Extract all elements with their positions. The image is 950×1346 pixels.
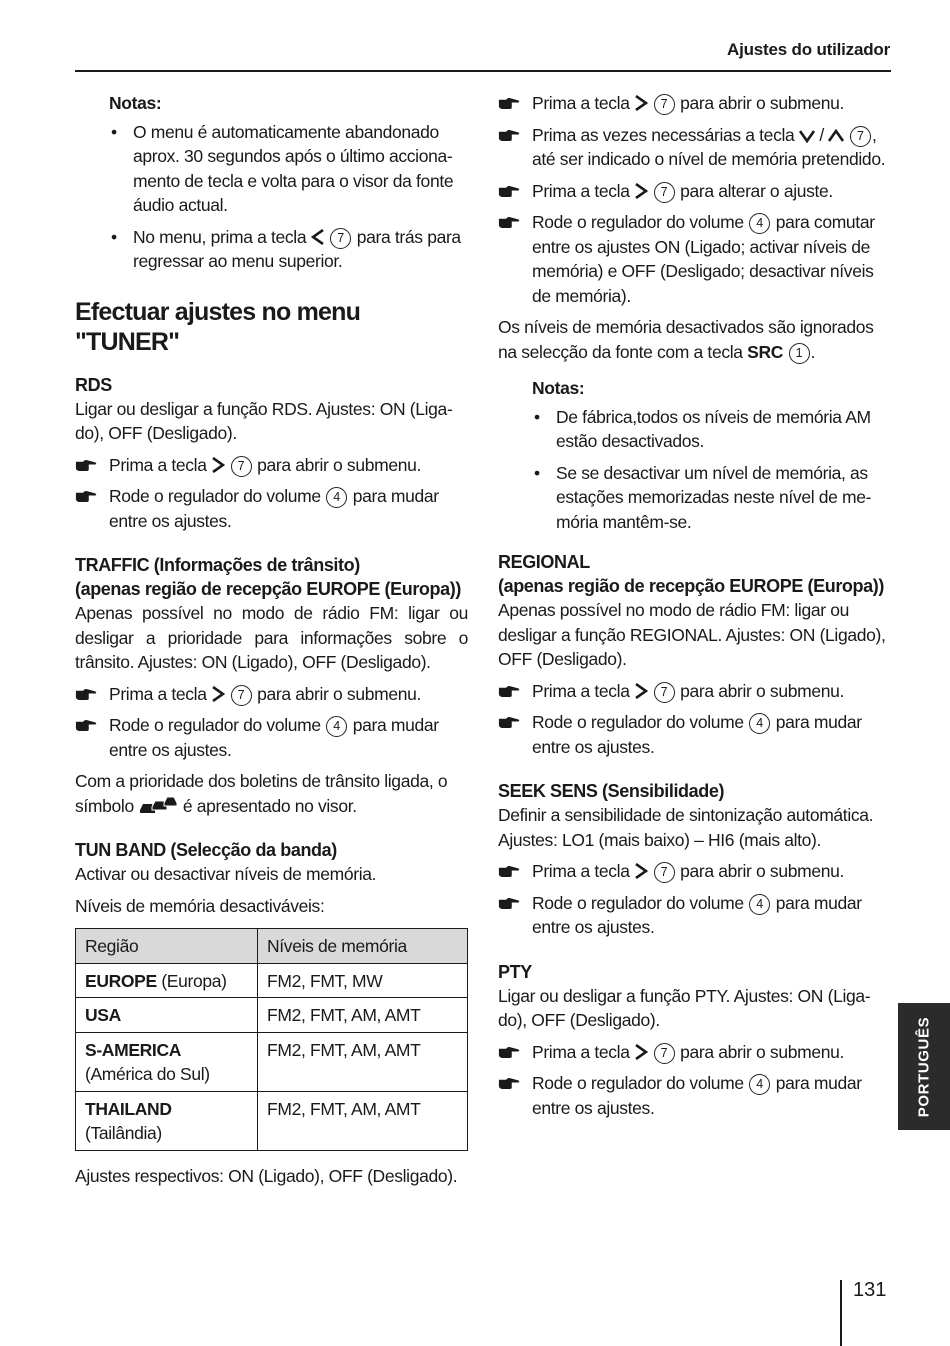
step-text: Prima a tecla — [532, 93, 630, 113]
table-row — [76, 998, 468, 1033]
step-text: para alterar o ajuste. — [680, 180, 833, 201]
region-name: USA — [85, 1005, 121, 1025]
table-cell-region — [76, 998, 258, 1033]
region-name: THAILAND — [85, 1098, 172, 1119]
step-text: para mudar entre os ajustes. — [109, 715, 439, 760]
note-item — [532, 461, 891, 535]
table-header-region: Região — [76, 929, 258, 964]
seek-step — [498, 859, 891, 884]
rds-step — [75, 484, 468, 533]
seek-step — [498, 891, 891, 940]
table-cell-region — [76, 1032, 258, 1091]
regional-step — [498, 710, 891, 759]
step-text: para abrir o submenu. — [680, 1041, 844, 1062]
key-7-icon: 7 — [850, 126, 871, 147]
header-rule — [75, 70, 891, 72]
bullet-icon: • — [111, 121, 117, 142]
step-text: para mudar entre os ajustes. — [532, 1073, 862, 1118]
tunband-step — [498, 123, 891, 172]
step-text: Rode o regulador do volume — [532, 892, 744, 913]
table-header-row — [76, 929, 468, 964]
seek-title: SEEK SENS (Sensibilidade) — [498, 781, 725, 801]
chevron-right-icon — [634, 1044, 648, 1060]
pointing-hand-icon — [498, 1076, 520, 1090]
table-cell-levels: FM2, FMT, AM, AMT — [258, 998, 468, 1033]
step-text: Prima a tecla — [109, 683, 207, 704]
seek-description: Definir a sensibilidade de sintonização automática. Ajustes: LO1 (mais baixo) – HI6 (mais alto). — [498, 805, 874, 850]
rds-step — [75, 453, 468, 478]
table-cell-region — [76, 963, 258, 998]
chevron-right-icon — [634, 863, 648, 879]
pty-step — [498, 1040, 891, 1065]
key-4-icon: 4 — [749, 894, 770, 915]
table-cell-region — [76, 1091, 258, 1150]
traffic-description: Apenas possível no modo de rádio FM: ligar ou desligar a prioridade para informações sobre o trânsito. Ajustes: ON (Ligado), OFF (Desligado). — [75, 603, 468, 672]
ignored-text: Os níveis de memória desactivados são ignorados na selecção da fonte com a tecla — [498, 317, 874, 362]
bullet-icon: • — [111, 226, 117, 247]
tunband-step — [498, 179, 891, 204]
chevron-left-icon — [311, 229, 325, 245]
rds-description: Ligar ou desligar a função RDS. Ajustes: ON (Ligado), OFF (Desligado). — [75, 398, 453, 443]
table-row — [76, 1091, 468, 1150]
pointing-hand-icon — [498, 128, 520, 142]
chevron-right-icon — [634, 183, 648, 199]
key-7-icon: 7 — [231, 456, 252, 477]
key-4-icon: 4 — [749, 713, 770, 734]
tunband-step — [498, 210, 891, 308]
note-item — [109, 225, 468, 274]
region-subname: (Tailândia) — [85, 1123, 162, 1143]
key-7-icon: 7 — [654, 682, 675, 703]
rds-title: RDS — [75, 374, 112, 395]
pointing-hand-icon — [498, 864, 520, 878]
note-item — [532, 405, 891, 454]
pointing-hand-icon — [75, 489, 97, 503]
key-7-icon: 7 — [654, 94, 675, 115]
step-text: para mudar entre os ajustes. — [532, 712, 862, 757]
key-7-icon: 7 — [654, 862, 675, 883]
footer-rule — [840, 1280, 842, 1346]
step-text: Rode o regulador do volume — [109, 486, 321, 506]
traffic-step — [75, 713, 468, 762]
note-text: O menu é automaticamente abandonado aprox. 30 segundos após o último accionamento de tecla e volta para o visor da fonte áudio actual. — [133, 121, 454, 215]
step-text: para mudar entre os ajustes. — [532, 892, 862, 937]
right-column — [498, 91, 891, 1127]
pointing-hand-icon — [498, 684, 520, 698]
key-1-icon: 1 — [789, 343, 810, 364]
region-subname: (América do Sul) — [85, 1064, 210, 1084]
step-text: Prima a tecla — [532, 1041, 630, 1062]
step-text: Rode o regulador do volume — [109, 715, 321, 735]
pointing-hand-icon — [498, 96, 520, 110]
step-text: para comutar entre os ajustes ON (Ligado; activar níveis de memória) e OFF (Desligado; desactivar níveis de memória). — [532, 212, 875, 306]
pty-title: PTY — [498, 961, 532, 982]
memory-levels-table — [75, 928, 468, 1151]
notes-title: Notas: — [532, 378, 585, 398]
chevron-up-icon — [828, 129, 844, 143]
step-text: para abrir o submenu. — [257, 454, 421, 475]
bullet-icon: • — [534, 406, 540, 427]
step-text: Prima a tecla — [532, 680, 630, 701]
regional-subtitle: (apenas região de recepção EUROPE (Europa)) — [498, 576, 884, 596]
note-text: No menu, prima a tecla — [133, 226, 307, 247]
traffic-note — [75, 769, 468, 818]
tunband-title: TUN BAND (Selecção da banda) — [75, 840, 337, 860]
step-text: Prima a tecla — [532, 180, 630, 201]
step-text: para abrir o submenu. — [257, 683, 421, 704]
tunband-after: Ajustes respectivos: ON (Ligado), OFF (Desligado). — [75, 1165, 458, 1186]
pty-description: Ligar ou desligar a função PTY. Ajustes: ON (Ligado), OFF (Desligado). — [498, 985, 871, 1030]
notes-block — [498, 376, 891, 534]
language-tab — [898, 1003, 950, 1130]
chevron-right-icon — [634, 683, 648, 699]
regional-title: REGIONAL — [498, 552, 590, 572]
pointing-hand-icon — [498, 896, 520, 910]
tunband-step — [498, 91, 891, 116]
left-column — [75, 91, 468, 1195]
step-text: para abrir o submenu. — [680, 861, 844, 881]
notes-title: Notas: — [109, 93, 162, 113]
traffic-subtitle: (apenas região de recepção EUROPE (Europa)) — [75, 579, 461, 599]
key-4-icon: 4 — [749, 1074, 770, 1095]
step-text: Rode o regulador do volume — [532, 212, 744, 232]
note-item — [109, 120, 468, 218]
table-header-levels: Níveis de memória — [258, 929, 468, 964]
regional-step — [498, 679, 891, 704]
region-name: S-AMERICA — [85, 1039, 182, 1060]
step-text: Rode o regulador do volume — [532, 1073, 744, 1093]
traffic-cars-icon — [138, 795, 178, 815]
traffic-title: TRAFFIC (Informações de trânsito) — [75, 555, 360, 575]
language-tab-label: PORTUGUÊS — [915, 1016, 933, 1117]
traffic-note-text: Com a prioridade dos boletins de trânsito ligada, o símbolo — [75, 771, 448, 816]
key-7-icon: 7 — [654, 182, 675, 203]
step-separator: / — [819, 124, 824, 145]
note-text: Se se desactivar um nível de memória, as estações memorizadas neste nível de memória mantêm-se. — [556, 462, 872, 532]
chevron-right-icon — [634, 95, 648, 111]
table-row — [76, 1032, 468, 1091]
table-cell-levels: FM2, FMT, MW — [258, 963, 468, 998]
step-text: Prima a tecla — [109, 454, 207, 475]
regional-description: Apenas possível no modo de rádio FM: ligar ou desligar a função REGIONAL. Ajustes: ON (Ligado), OFF (Desligado). — [498, 600, 886, 669]
pointing-hand-icon — [75, 718, 97, 732]
step-text: Prima a tecla — [532, 861, 630, 881]
bullet-icon: • — [534, 462, 540, 483]
ignored-text: . — [810, 341, 816, 362]
region-subname: (Europa) — [161, 970, 227, 991]
key-4-icon: 4 — [749, 213, 770, 234]
chevron-right-icon — [211, 457, 225, 473]
step-text: Prima as vezes necessárias a tecla — [532, 124, 795, 145]
src-key-label: SRC — [747, 341, 784, 362]
pointing-hand-icon — [75, 687, 97, 701]
chevron-right-icon — [211, 686, 225, 702]
ignored-levels-text — [498, 315, 891, 364]
traffic-step — [75, 682, 468, 707]
page-number: 131 — [853, 1279, 887, 1301]
section-title: Efectuar ajustes no menu "TUNER" — [75, 297, 361, 356]
table-cell-levels: FM2, FMT, AM, AMT — [258, 1032, 468, 1091]
key-7-icon: 7 — [654, 1043, 675, 1064]
key-4-icon: 4 — [326, 716, 347, 737]
step-text: para mudar entre os ajustes. — [109, 486, 439, 531]
key-4-icon: 4 — [326, 487, 347, 508]
pointing-hand-icon — [498, 1045, 520, 1059]
tunband-description: Níveis de memória desactiváveis: — [75, 895, 325, 916]
table-row — [76, 963, 468, 998]
region-name: EUROPE — [85, 970, 157, 991]
step-text: para abrir o submenu. — [680, 680, 844, 701]
note-text: De fábrica,todos os níveis de memória AM estão desactivados. — [556, 406, 871, 451]
step-text: para abrir o submenu. — [680, 93, 844, 113]
chevron-down-icon — [799, 129, 815, 143]
key-7-icon: 7 — [330, 228, 351, 249]
table-cell-levels: FM2, FMT, AM, AMT — [258, 1091, 468, 1150]
traffic-note-text: é apresentado no visor. — [182, 795, 357, 816]
step-text: Rode o regulador do volume — [532, 712, 744, 732]
notes-block — [75, 91, 468, 274]
pty-step — [498, 1071, 891, 1120]
note-text: para trás para regressar ao menu superior. — [133, 226, 461, 271]
pointing-hand-icon — [498, 715, 520, 729]
tunband-description: Activar ou desactivar níveis de memória. — [75, 864, 377, 884]
key-7-icon: 7 — [231, 685, 252, 706]
running-title: Ajustes do utilizador — [727, 40, 890, 59]
pointing-hand-icon — [75, 458, 97, 472]
pointing-hand-icon — [498, 184, 520, 198]
step-text: , até ser indicado o nível de memória pretendido. — [532, 124, 886, 169]
pointing-hand-icon — [498, 215, 520, 229]
